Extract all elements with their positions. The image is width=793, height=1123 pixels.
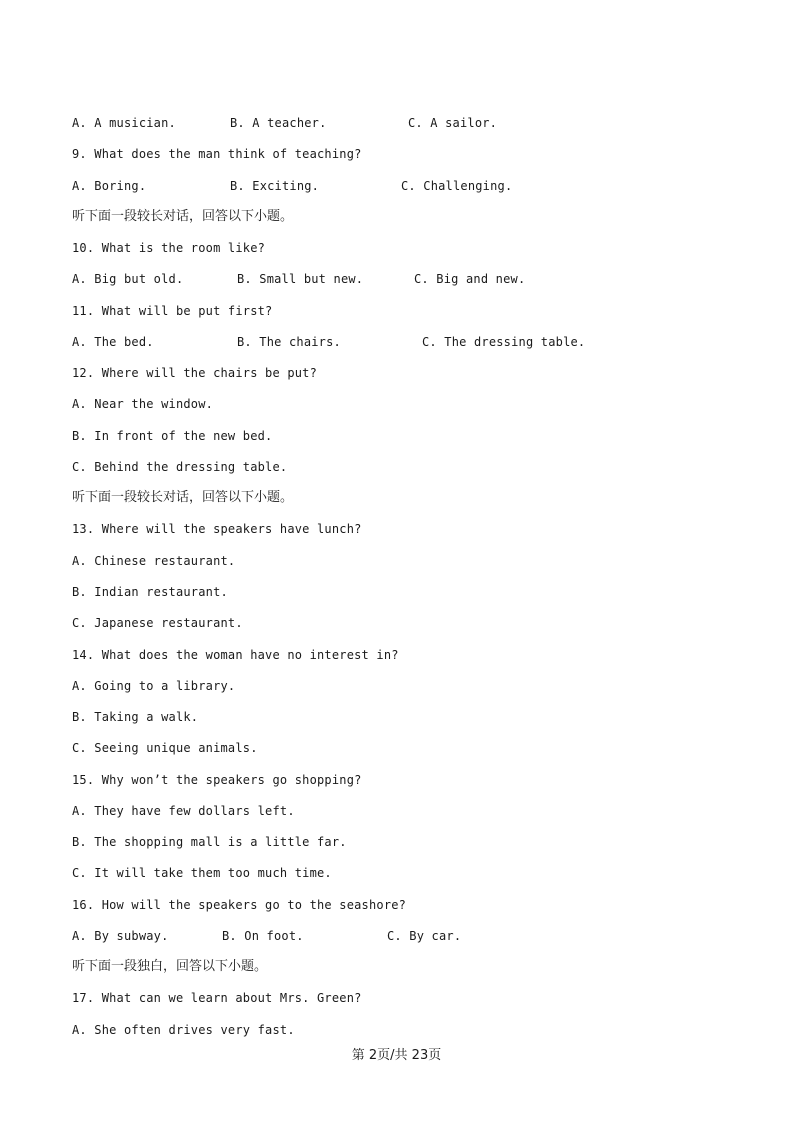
answer-option: C. By car. xyxy=(387,929,462,943)
answer-option: A. Near the window. xyxy=(72,397,214,411)
answer-option: B. Indian restaurant. xyxy=(72,585,228,599)
question-text: 16. How will the speakers go to the seashore? xyxy=(72,898,407,912)
answer-option: C. Challenging. xyxy=(401,179,513,193)
answer-option: A. Chinese restaurant. xyxy=(72,554,236,568)
answer-option: C. Seeing unique animals. xyxy=(72,741,258,755)
answer-option: B. A teacher. xyxy=(230,116,327,130)
answer-option: C. Japanese restaurant. xyxy=(72,616,243,630)
answer-option: C. Big and new. xyxy=(414,272,526,286)
answer-option: A. Big but old. xyxy=(72,272,184,286)
answer-option: A. The bed. xyxy=(72,335,154,349)
answer-option: A. She often drives very fast. xyxy=(72,1023,295,1037)
question-text: 12. Where will the chairs be put? xyxy=(72,366,318,380)
answer-option: B. Taking a walk. xyxy=(72,710,199,724)
answer-option: C. The dressing table. xyxy=(422,335,586,349)
question-text: 14. What does the woman have no interest in? xyxy=(72,648,399,662)
answer-option: B. Exciting. xyxy=(230,179,320,193)
answer-option: B. In front of the new bed. xyxy=(72,429,273,443)
answer-option: A. They have few dollars left. xyxy=(72,804,295,818)
answer-option: B. The chairs. xyxy=(237,335,341,349)
answer-option: A. A musician. xyxy=(72,116,176,130)
answer-option: C. It will take them too much time. xyxy=(72,866,332,880)
question-text: 13. Where will the speakers have lunch? xyxy=(72,522,362,536)
question-text: 15. Why won’t the speakers go shopping? xyxy=(72,773,362,787)
answer-option: A. Boring. xyxy=(72,179,147,193)
answer-option: A. Going to a library. xyxy=(72,679,236,693)
answer-option: B. On foot. xyxy=(222,929,304,943)
answer-option: C. A sailor. xyxy=(408,116,498,130)
page-footer: 第 2页/共 23页 xyxy=(351,1048,442,1063)
question-text: 10. What is the room like? xyxy=(72,241,266,255)
question-text: 17. What can we learn about Mrs. Green? xyxy=(72,991,362,1005)
section-instruction: 听下面一段较长对话，回答以下小题。 xyxy=(72,490,294,505)
answer-option: A. By subway. xyxy=(72,929,169,943)
answer-option: C. Behind the dressing table. xyxy=(72,460,288,474)
section-instruction: 听下面一段独白，回答以下小题。 xyxy=(72,959,268,974)
section-instruction: 听下面一段较长对话，回答以下小题。 xyxy=(72,209,294,224)
question-text: 11. What will be put first? xyxy=(72,304,273,318)
answer-option: B. The shopping mall is a little far. xyxy=(72,835,347,849)
answer-option: B. Small but new. xyxy=(237,272,364,286)
question-text: 9. What does the man think of teaching? xyxy=(72,147,362,161)
